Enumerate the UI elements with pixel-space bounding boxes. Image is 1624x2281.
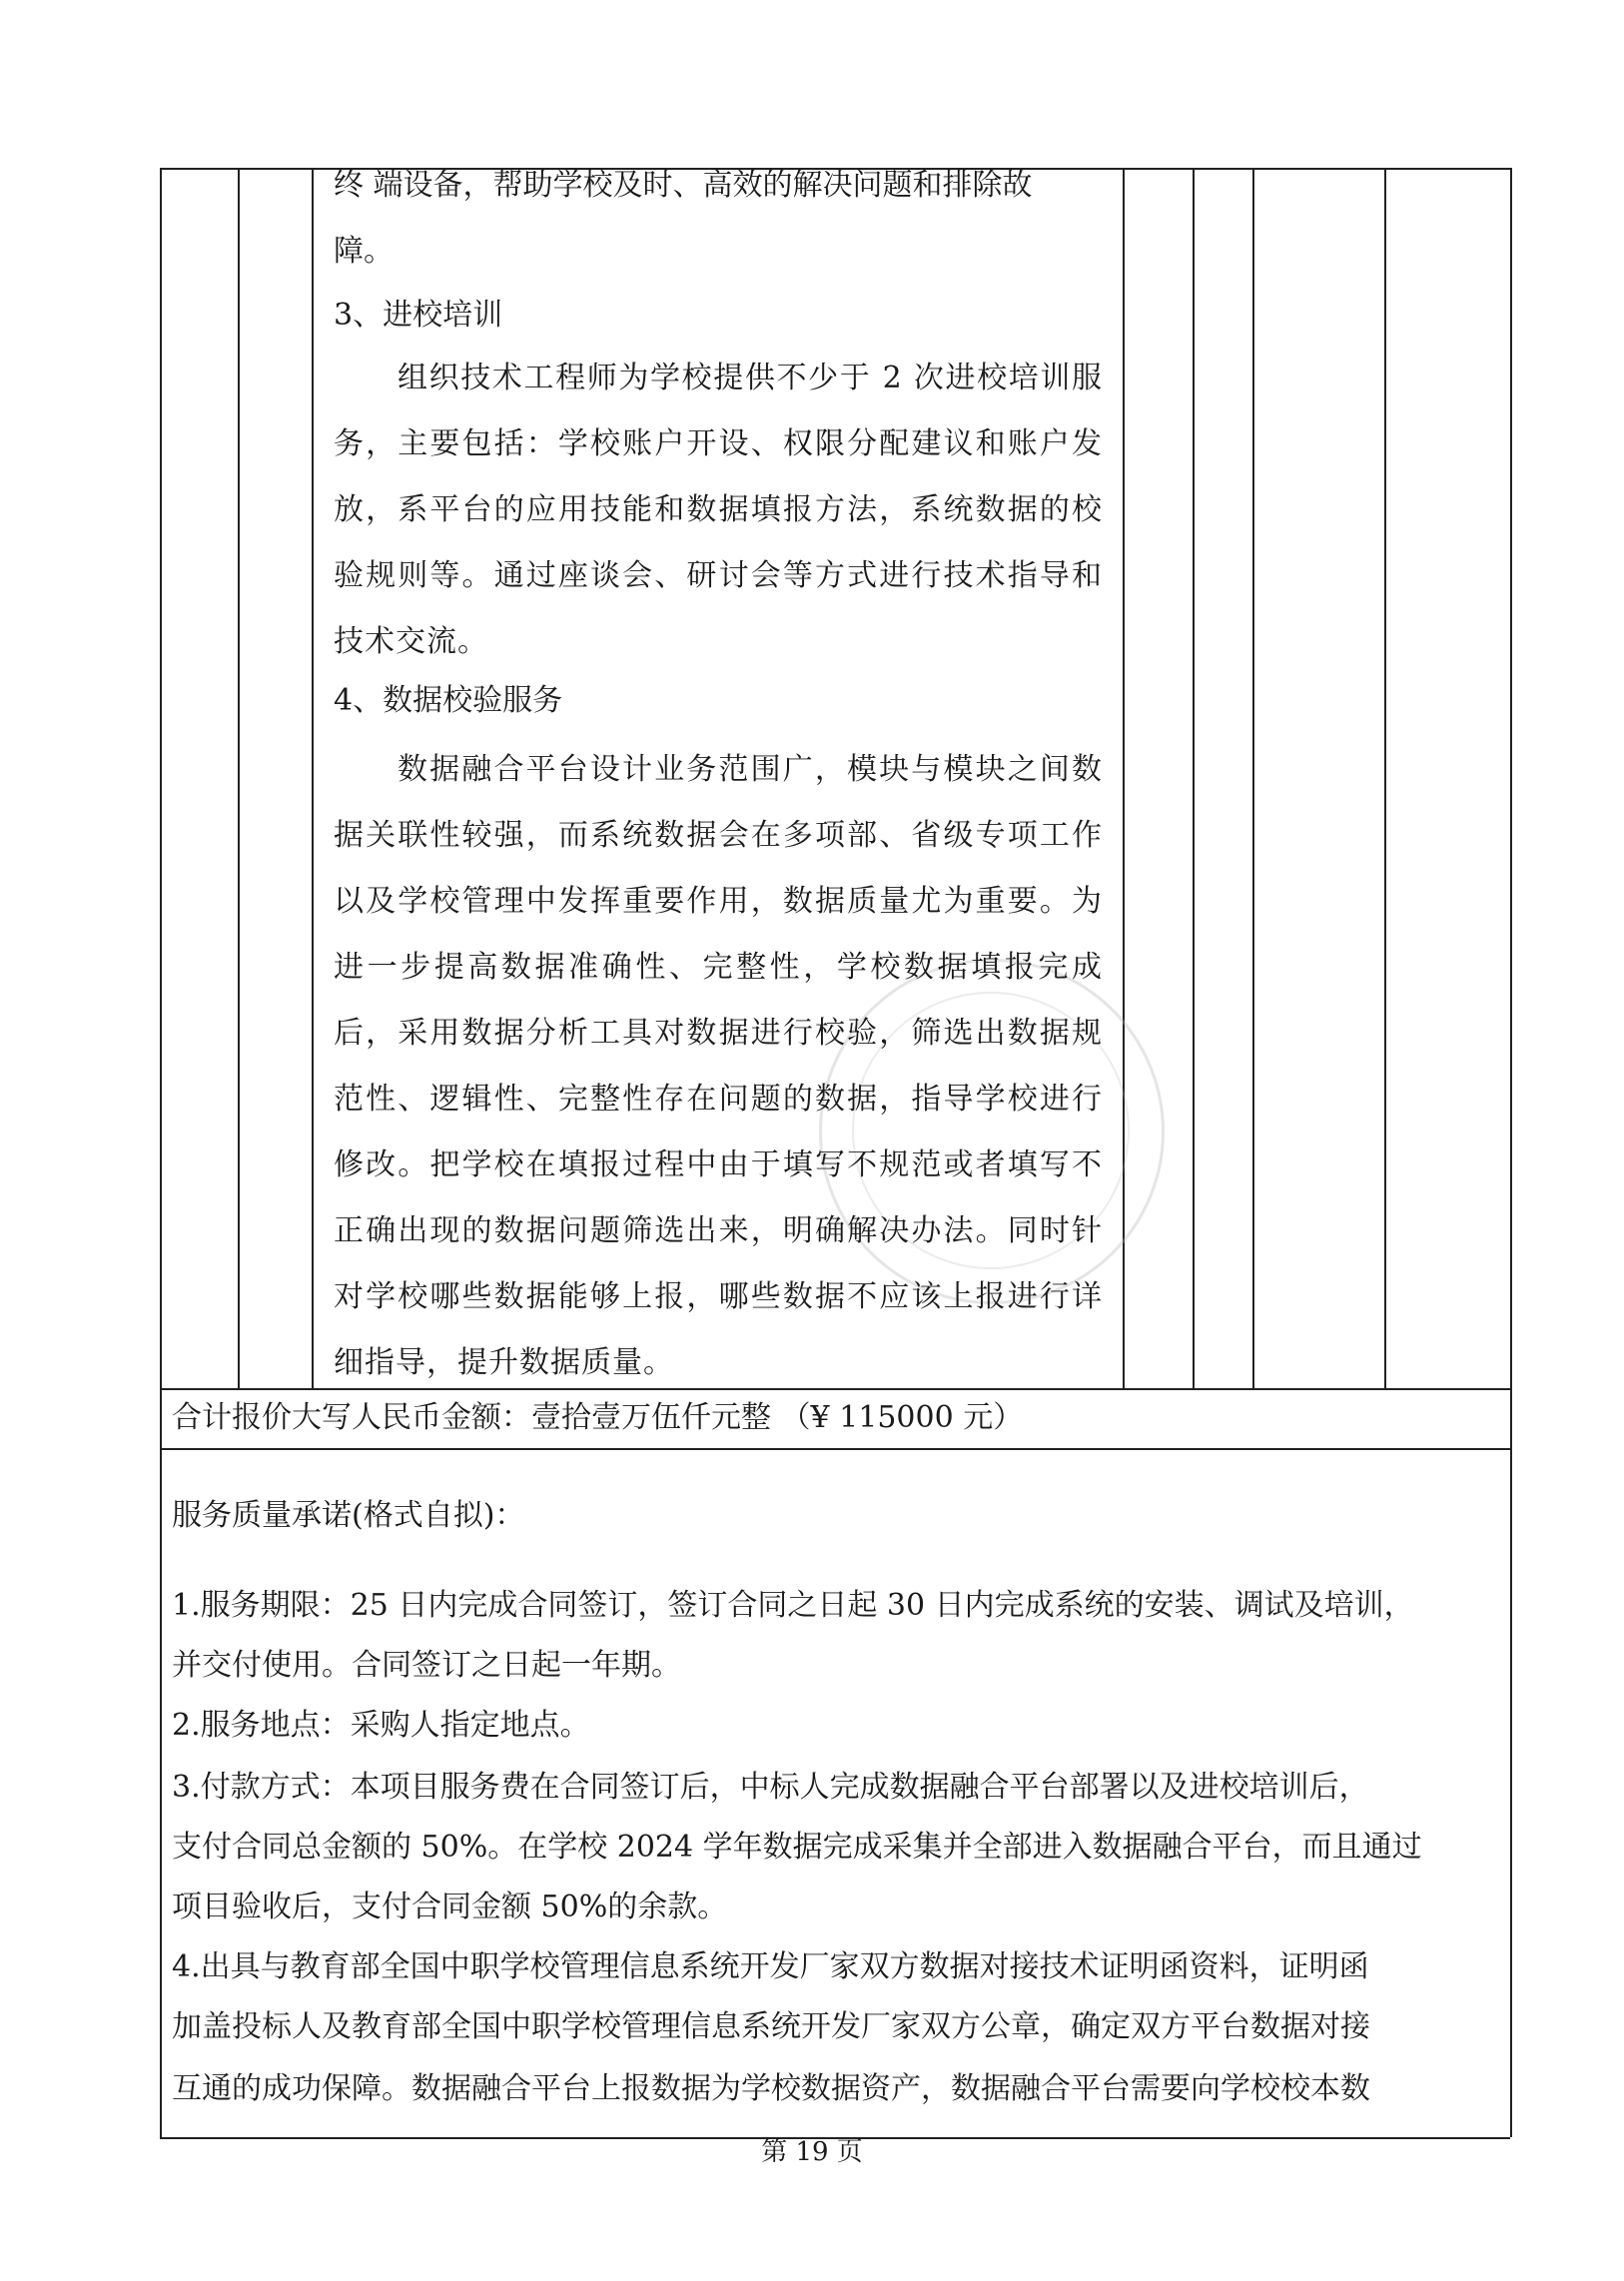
commitment-line: 1.服务期限：25 日内完成合同签订，签订合同之日起 30 日内完成系统的安装、调试及培训， bbox=[172, 1588, 1414, 1623]
row-divider bbox=[160, 1448, 1510, 1450]
commitment-line: 支付合同总金额的 50%。在学校 2024 学年数据完成采集并全部进入数据融合平台，而且通过 bbox=[172, 1830, 1422, 1865]
column-divider bbox=[1193, 168, 1195, 1388]
column-divider bbox=[1252, 168, 1254, 1388]
commitment-line: 4.出具与教育部全国中职学校管理信息系统开发厂家双方数据对接技术证明函资料，证明函 bbox=[172, 1949, 1369, 1984]
page-number: 第 19 页 bbox=[761, 2137, 863, 2167]
section-paragraph: 组织技术工程师为学校提供不少于 2 次进校培训服务，主要包括：学校账户开设、权限分配建议和账户发放，系平台的应用技能和数据填报方法，系统数据的校验规则等。通过座谈会、研讨会等方式进行技术指导和技术交流。 bbox=[334, 361, 1103, 659]
total-price: 合计报价大写人民币金额：壹拾壹万伍仟元整 （¥ 115000 元） bbox=[172, 1400, 1024, 1435]
commitment-line: 2.服务地点：采购人指定地点。 bbox=[172, 1708, 590, 1743]
section-paragraph: 数据融合平台设计业务范围广，模块与模块之间数据关联性较强，而系统数据会在多项部、省级专项工作以及学校管理中发挥重要作用，数据质量尤为重要。为进一步提高数据准确性、完整性，学校数据填报完成后，采用数据分析工具对数据进行校验，筛选出数据规范性、逻辑性、完整性存在问题的数据，指导学校进行修改。把学校在填报过程中由于填写不规范或者填写不正确出现的数据问题筛选出来，明确解决办法。同时针对学校哪些数据能够上报，哪些数据不应该上报进行详细指导，提升数据质量。 bbox=[334, 752, 1103, 1380]
content-line: 障。 bbox=[334, 234, 394, 269]
commitment-line: 加盖投标人及教育部全国中职学校管理信息系统开发厂家双方公章，确定双方平台数据对接 bbox=[172, 2009, 1370, 2044]
section-heading: 4、数据校验服务 bbox=[334, 683, 563, 718]
column-divider bbox=[1384, 168, 1386, 1388]
column-divider bbox=[1123, 168, 1125, 1388]
section-heading: 3、进校培训 bbox=[334, 298, 503, 333]
table-border-right bbox=[1510, 168, 1512, 2137]
commitment-line: 3.付款方式：本项目服务费在合同签订后，中标人完成数据融合平台部署以及进校培训后， bbox=[172, 1770, 1369, 1805]
commitment-line: 并交付使用。合同签订之日起一年期。 bbox=[172, 1648, 681, 1683]
table-border-left bbox=[160, 168, 162, 2137]
column-divider bbox=[312, 168, 314, 1388]
content-line: 终 端设备，帮助学校及时、高效的解决问题和排除故 bbox=[334, 168, 1033, 203]
commitment-title: 服务质量承诺(格式自拟)： bbox=[172, 1498, 525, 1533]
commitment-line: 互通的成功保障。数据融合平台上报数据为学校数据资产，数据融合平台需要向学校校本数 bbox=[172, 2071, 1370, 2106]
commitment-line: 项目验收后，支付合同金额 50%的余款。 bbox=[172, 1890, 728, 1924]
column-divider bbox=[238, 168, 240, 1388]
